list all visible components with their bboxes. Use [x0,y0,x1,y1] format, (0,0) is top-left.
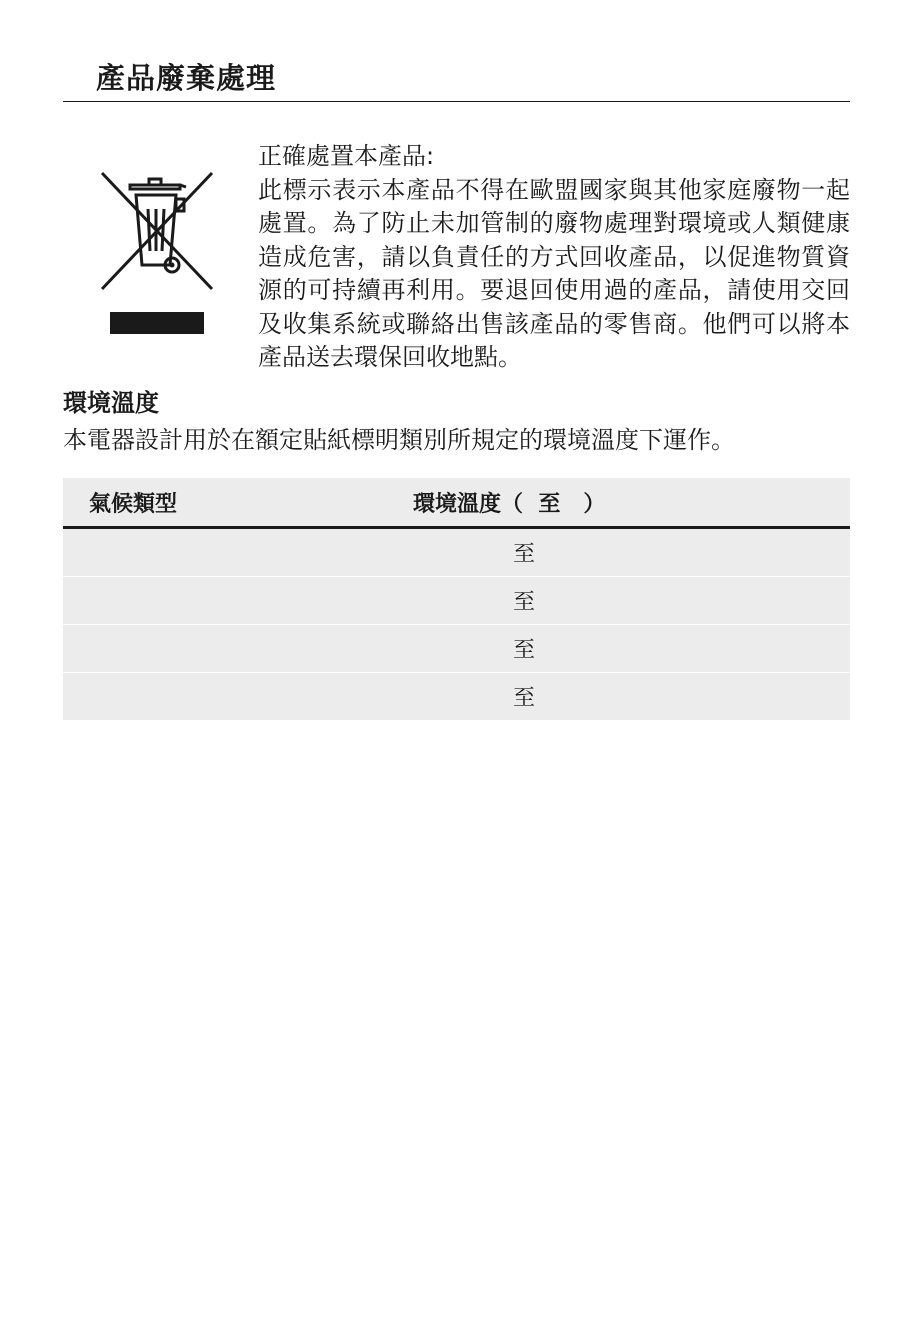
header-temp-to: 至 [538,491,561,517]
table-row [63,625,850,673]
table-row [63,673,850,721]
climate-class-table [63,478,850,720]
header-climate-class: 氣候類型 [63,478,413,528]
title-divider [63,101,850,102]
table-header-row [63,478,850,528]
disposal-heading: 正確處置本產品: [258,142,435,170]
climate-class-cell [63,625,413,673]
temperature-range-cell: 至 [413,528,850,577]
temperature-range-cell: 至 [513,686,536,711]
header-ambient-temperature [413,478,850,528]
crossed-out-wheelie-bin-icon [96,165,220,337]
temperature-range-cell: 至 [413,625,850,673]
climate-class-cell [63,528,413,577]
table-row [63,577,850,625]
table-row [63,528,850,577]
ambient-temperature-intro: 本電器設計用於在額定貼紙標明類別所規定的環境溫度下運作。 [63,426,735,454]
temperature-range-cell: 至 [413,577,850,625]
disposal-paragraph: 此標示表示本產品不得在歐盟國家與其他家庭廢物一起處置。為了防止未加管制的廢物處理對環境或人類健康造成危害，請以負責任的方式回收產品，以促進物質資源的可持續再利用。要退回使用過的產品，請使用交回及收集系統或聯絡出售該產品的零售商。他們可以將本產品送去環保回收地點。 [258,175,850,371]
header-temp-close: ） [583,491,606,517]
page-title: 產品廢棄處理 [96,61,277,95]
ambient-temperature-title: 環境溫度 [63,389,159,417]
disposal-section [258,140,850,375]
climate-class-cell [63,577,413,625]
climate-class-cell [63,673,413,721]
header-temp-label: 環境溫度（ [413,491,524,517]
